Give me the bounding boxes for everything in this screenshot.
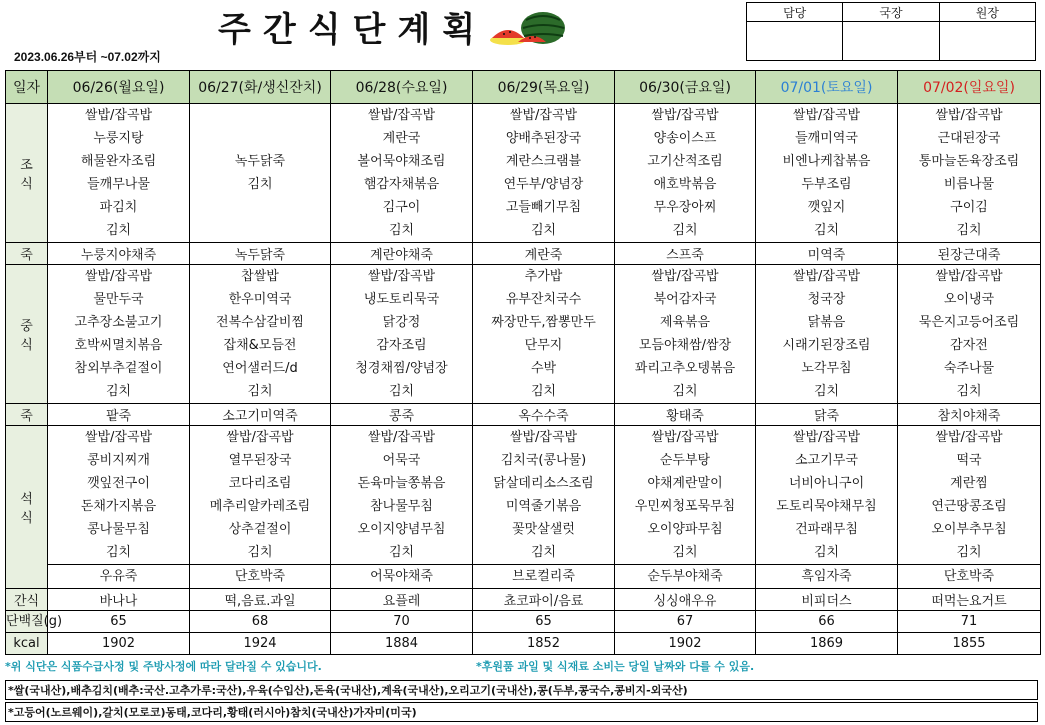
menu-item: 쌀밥/잡곡밥 [84, 108, 153, 123]
menu-cell: 된장근대죽 [898, 243, 1041, 265]
menu-item: 김치 [247, 545, 273, 560]
menu-item [190, 127, 330, 150]
menu-item: 김치 [247, 384, 273, 399]
breakfast-row [6, 104, 1041, 243]
menu-item: 쌀밥/잡곡밥 [651, 430, 719, 445]
menu-cell [331, 265, 473, 404]
breakfast-porridge-row [6, 243, 1041, 265]
menu-cell: 68 [190, 611, 331, 633]
menu-item: 단호박죽 [898, 564, 1040, 588]
menu-item: 해물완자조림 [80, 154, 157, 169]
menu-item: 미역줄기볶음 [505, 499, 582, 514]
menu-item: 짜장만두,짬뽕만두 [491, 315, 596, 330]
watermelon-icon [488, 8, 568, 48]
menu-cell: 팥죽 [48, 404, 190, 426]
snack-label: 간식 [6, 589, 48, 611]
menu-item: 잡채&모듬전 [223, 338, 297, 353]
approval-label: 담당 [747, 3, 843, 22]
menu-item: 고들빼기무침 [505, 200, 582, 215]
menu-item: 쌀밥/잡곡밥 [226, 430, 294, 445]
menu-item: 계란스크램블 [505, 154, 582, 169]
menu-cell [331, 104, 473, 243]
menu-cell: 요플레 [331, 589, 473, 611]
menu-item: 콩나물무침 [87, 522, 150, 537]
menu-cell: 떡,음료.과일 [190, 589, 331, 611]
menu-cell: 바나나 [48, 589, 190, 611]
menu-item: 브로컬리죽 [473, 564, 614, 588]
menu-cell: 계란야채죽 [331, 243, 473, 265]
menu-item: 김치 [672, 223, 698, 238]
menu-item: 참나물무침 [370, 499, 433, 514]
menu-cell: 소고기미역죽 [190, 404, 331, 426]
kcal-label: kcal [6, 633, 48, 655]
signature-cell[interactable] [747, 22, 843, 61]
menu-item: 돈육마늘쫑볶음 [357, 476, 446, 491]
menu-item: 쌀밥/잡곡밥 [84, 430, 153, 445]
menu-item: 닭살데리소스조림 [493, 476, 594, 491]
menu-cell: 콩죽 [331, 404, 473, 426]
menu-cell [48, 104, 190, 243]
menu-cell [473, 265, 615, 404]
menu-item: 비름나물 [943, 177, 995, 192]
menu-item: 떡국 [956, 453, 982, 468]
porridge-label: 죽 [6, 404, 48, 426]
menu-cell: 65 [48, 611, 190, 633]
menu-item: 양배추된장국 [505, 131, 582, 146]
menu-cell [331, 426, 473, 589]
menu-item: 닭볶음 [807, 315, 846, 330]
menu-item: 김치국(콩나물) [500, 453, 587, 468]
kcal-row [6, 633, 1041, 655]
menu-item: 메추리알카레조림 [209, 499, 311, 514]
menu-item: 청국장 [807, 292, 846, 307]
menu-item: 쌀밥/잡곡밥 [792, 269, 861, 284]
menu-item: 제육볶음 [659, 315, 711, 330]
menu-item: 김치 [813, 384, 840, 399]
menu-item: 두부조림 [801, 177, 852, 192]
lunch-porridge-row [6, 404, 1041, 426]
menu-item: 구이김 [950, 200, 988, 215]
menu-item: 순두부야채죽 [615, 564, 755, 588]
menu-change-note: *위 식단은 식품수급사정 및 주방사정에 따라 달라질 수 있습니다. [5, 660, 322, 673]
menu-item: 오이부추무침 [931, 522, 1007, 537]
menu-item: 콩비지찌개 [87, 453, 150, 468]
menu-item: 쌀밥/잡곡밥 [651, 269, 719, 284]
menu-item: 계란국 [382, 131, 421, 146]
menu-item: 김치 [530, 384, 557, 399]
breakfast-label: 조 식 [6, 104, 48, 243]
page-title: 주간식단계획 [218, 10, 488, 50]
menu-cell: 70 [331, 611, 473, 633]
menu-item: 깻잎전구이 [87, 476, 150, 491]
menu-item: 돈채가지볶음 [80, 499, 157, 514]
menu-item: 참외부추겉절이 [74, 361, 163, 376]
menu-cell: 떠먹는요거트 [898, 589, 1041, 611]
menu-cell: 황태죽 [615, 404, 756, 426]
menu-cell: 옥수수죽 [473, 404, 615, 426]
menu-item: 물만두국 [93, 292, 144, 307]
menu-item: 단무지 [524, 338, 563, 353]
menu-item: 호박씨멸치볶음 [74, 338, 163, 353]
menu-cell [615, 265, 756, 404]
menu-item: 볼어묵야채조림 [357, 154, 446, 169]
day-header-saturday: 07/01(토요일) [756, 71, 898, 104]
menu-item: 쌀밥/잡곡밥 [367, 269, 436, 284]
menu-item: 모듬야채쌈/쌈장 [638, 338, 732, 353]
menu-item: 고추장소불고기 [74, 315, 163, 330]
approval-box [746, 2, 1036, 61]
signature-cell[interactable] [939, 22, 1035, 61]
menu-cell: 스프죽 [615, 243, 756, 265]
menu-item: 찹쌀밥 [241, 269, 279, 284]
menu-item: 들깨미역국 [795, 131, 858, 146]
menu-cell [615, 426, 756, 589]
menu-item: 한우미역국 [228, 292, 292, 307]
menu-item: 쌀밥/잡곡밥 [935, 269, 1003, 284]
menu-item: 야채계란말이 [647, 476, 723, 491]
menu-item: 쌀밥/잡곡밥 [792, 108, 861, 123]
origin-note: *고등어(노르웨이),갈치(모로코)동태,코다리,황태(러시아)참치(국내산)가자미(미국) [5, 702, 1038, 722]
menu-item: 김치 [388, 545, 415, 560]
menu-cell [190, 104, 331, 243]
menu-item: 김치 [247, 177, 273, 192]
menu-item: 김치 [105, 384, 132, 399]
header-row [6, 71, 1041, 104]
menu-cell [756, 426, 898, 589]
menu-item: 김치 [813, 545, 840, 560]
menu-item: 시래기된장조림 [782, 338, 871, 353]
menu-item: 쌀밥/잡곡밥 [509, 108, 578, 123]
menu-item: 단호박죽 [190, 564, 330, 588]
menu-item: 김치 [956, 223, 982, 238]
menu-item: 양송이스프 [653, 131, 717, 146]
menu-item: 김치 [813, 223, 840, 238]
menu-cell: 67 [615, 611, 756, 633]
menu-item: 쌀밥/잡곡밥 [651, 108, 719, 123]
menu-item: 우민찌청포묵무침 [634, 499, 736, 514]
menu-item: 건파래무침 [795, 522, 858, 537]
menu-item: 연근땅콩조림 [931, 499, 1007, 514]
menu-cell: 1924 [190, 633, 331, 655]
menu-cell: 66 [756, 611, 898, 633]
menu-cell: 녹두닭죽 [190, 243, 331, 265]
menu-item: 쌀밥/잡곡밥 [84, 269, 153, 284]
menu-item: 녹두닭죽 [234, 154, 286, 169]
menu-item: 흑임자죽 [756, 564, 897, 588]
menu-item: 김치 [956, 384, 982, 399]
menu-item: 쌀밥/잡곡밥 [935, 108, 1003, 123]
menu-item: 숙주나물 [943, 361, 995, 376]
menu-item: 쌀밥/잡곡밥 [792, 430, 861, 445]
menu-item: 소고기무국 [795, 453, 858, 468]
menu-item: 파김치 [99, 200, 138, 215]
menu-cell [190, 426, 331, 589]
menu-item: 누룽지탕 [93, 131, 144, 146]
lunch-label: 중 식 [6, 265, 48, 404]
snack-row [6, 589, 1041, 611]
lunch-row [6, 265, 1041, 404]
menu-item [190, 104, 330, 127]
protein-row [6, 611, 1041, 633]
menu-item: 김치 [530, 545, 557, 560]
donation-note: *후원품 과일 및 식재료 소비는 당일 날짜와 다를 수 있음. [476, 660, 755, 673]
menu-item: 김구이 [382, 200, 421, 215]
menu-item: 깻잎지 [807, 200, 846, 215]
menu-cell: 미역죽 [756, 243, 898, 265]
menu-cell: 누룽지야채죽 [48, 243, 190, 265]
day-header: 06/26(월요일) [48, 71, 190, 104]
menu-cell: 계란죽 [473, 243, 615, 265]
menu-item: 열무된장국 [228, 453, 292, 468]
menu-item: 너비아니구이 [788, 476, 865, 491]
menu-item: 도토리묵야채무침 [776, 499, 877, 514]
dinner-row [6, 426, 1041, 589]
menu-cell: 비피더스 [756, 589, 898, 611]
menu-item: 코다리조림 [228, 476, 292, 491]
protein-label: 단백질(g) [6, 611, 48, 633]
menu-item: 쌀밥/잡곡밥 [935, 430, 1003, 445]
menu-item: 김치 [388, 223, 415, 238]
menu-item: 묵은지고등어조림 [918, 315, 1020, 330]
approval-label: 국장 [843, 3, 939, 22]
menu-cell: 닭죽 [756, 404, 898, 426]
day-header-sunday: 07/02(일요일) [898, 71, 1041, 104]
menu-cell [898, 265, 1041, 404]
menu-item: 김치 [956, 545, 982, 560]
menu-item: 우유죽 [48, 564, 189, 588]
menu-cell [48, 265, 190, 404]
menu-item: 추가밥 [524, 269, 563, 284]
day-header: 06/27(화/생신잔치) [190, 71, 331, 104]
menu-item: 유부잔치국수 [505, 292, 582, 307]
menu-item: 김치 [105, 545, 132, 560]
menu-item: 오이양파무침 [647, 522, 723, 537]
menu-cell: 1869 [756, 633, 898, 655]
menu-cell [48, 426, 190, 589]
menu-item: 애호박볶음 [653, 177, 717, 192]
menu-item: 계란찜 [950, 476, 988, 491]
menu-cell [756, 265, 898, 404]
menu-cell [473, 104, 615, 243]
menu-item [190, 219, 330, 242]
menu-cell: 71 [898, 611, 1041, 633]
date-label: 일자 [6, 71, 48, 104]
menu-item: 어묵국 [382, 453, 421, 468]
menu-item: 어묵야채죽 [331, 564, 472, 588]
menu-item: 비엔나케찹볶음 [782, 154, 871, 169]
menu-cell [615, 104, 756, 243]
menu-item: 쌀밥/잡곡밥 [509, 430, 578, 445]
approval-label: 원장 [939, 3, 1035, 22]
menu-cell: 1884 [331, 633, 473, 655]
menu-cell [190, 265, 331, 404]
menu-cell: 참치야채죽 [898, 404, 1041, 426]
menu-item: 쌀밥/잡곡밥 [367, 108, 436, 123]
date-range: 2023.06.26부터 ~07.02까지 [14, 50, 161, 64]
menu-item: 연어샐러드/d [222, 361, 298, 376]
menu-item: 북어감자국 [653, 292, 717, 307]
menu-cell [756, 104, 898, 243]
menu-item: 닭강정 [382, 315, 421, 330]
menu-cell [898, 426, 1041, 589]
menu-item [190, 196, 330, 219]
menu-cell: 1902 [48, 633, 190, 655]
menu-item: 꽃맛살샐럿 [512, 522, 575, 537]
day-header: 06/30(금요일) [615, 71, 756, 104]
menu-item: 연두부/양념장 [503, 177, 584, 192]
menu-item: 근대된장국 [937, 131, 1001, 146]
menu-item: 고기산적조림 [647, 154, 723, 169]
porridge-label: 죽 [6, 243, 48, 265]
menu-item: 김치 [672, 384, 698, 399]
menu-cell: 1902 [615, 633, 756, 655]
day-header: 06/29(목요일) [473, 71, 615, 104]
origin-note: *쌀(국내산),배추김치(배추:국산.고추가루:국산),우육(수입산),돈육(국내산),계육(국내산),오리고기(국내산),콩(두부,콩국수,콩비지-외국산) [5, 680, 1038, 700]
menu-item: 통마늘돈육장조림 [918, 154, 1020, 169]
menu-item: 햄감자채볶음 [363, 177, 440, 192]
menu-item: 들깨무나물 [87, 177, 150, 192]
menu-cell: 65 [473, 611, 615, 633]
menu-item: 냉도토리묵국 [363, 292, 440, 307]
menu-item: 감자전 [950, 338, 988, 353]
menu-item: 전복수삼갈비찜 [216, 315, 304, 330]
menu-item: 오이지양념무침 [357, 522, 446, 537]
menu-table [5, 70, 1041, 655]
menu-item: 수박 [530, 361, 557, 376]
dinner-label: 석 식 [6, 426, 48, 589]
day-header: 06/28(수요일) [331, 71, 473, 104]
menu-cell [898, 104, 1041, 243]
menu-item: 김치 [388, 384, 415, 399]
menu-cell: 1852 [473, 633, 615, 655]
menu-cell: 1855 [898, 633, 1041, 655]
menu-item: 감자조림 [376, 338, 427, 353]
menu-cell [473, 426, 615, 589]
menu-item: 김치 [672, 545, 698, 560]
menu-item: 무우장아찌 [653, 200, 717, 215]
menu-cell: 싱싱애우유 [615, 589, 756, 611]
menu-item: 김치 [105, 223, 132, 238]
menu-item: 쌀밥/잡곡밥 [367, 430, 436, 445]
menu-item: 김치 [530, 223, 557, 238]
menu-item: 오이냉국 [943, 292, 995, 307]
menu-item: 상추겉절이 [228, 522, 292, 537]
menu-item: 노각무침 [801, 361, 852, 376]
menu-item: 순두부탕 [659, 453, 711, 468]
menu-item: 꽈리고추오뎅볶음 [634, 361, 736, 376]
menu-cell: 쵸코파이/음료 [473, 589, 615, 611]
menu-item: 청경채찜/양념장 [355, 361, 448, 376]
signature-cell[interactable] [843, 22, 939, 61]
